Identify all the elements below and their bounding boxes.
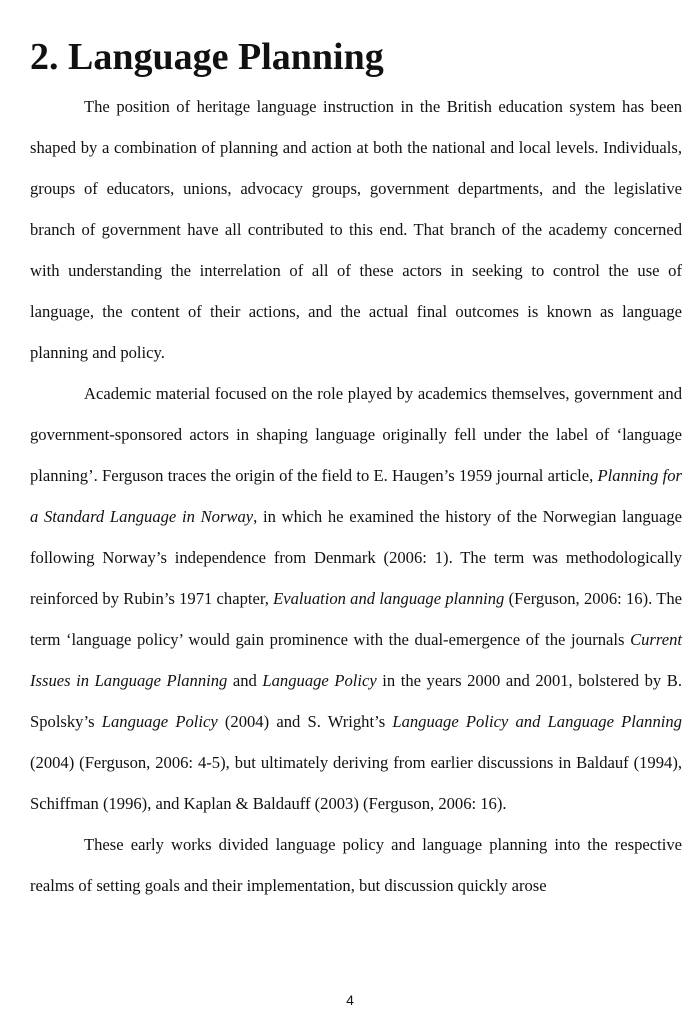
italic-title: Current Issues in Language Planning bbox=[30, 630, 682, 690]
paragraph bbox=[30, 373, 682, 824]
italic-title: Evaluation and language planning bbox=[273, 589, 505, 608]
text-segment: (2004) and S. Wright’s bbox=[217, 712, 393, 731]
text-segment: The position of heritage language instruction in the British education system has been shaped by a combination of planning and action at both the national and local levels. Individuals, groups of educators, unions, advocacy groups, government departments, and the legislative branch of government have all contributed to this end. That branch of the academy concerned with understanding the interrelation of all of these actors in seeking to control the use of language, the content of their actions, and the actual final outcomes is known as language planning and policy. bbox=[30, 97, 682, 362]
paragraph bbox=[30, 86, 682, 373]
italic-title: Language Policy and Language Planning bbox=[392, 712, 682, 731]
text-segment: (Ferguson, 2006: 16). The term ‘language policy’ would gain prominence with the dual-emergence of the journals bbox=[30, 589, 682, 649]
text-segment: (2004) (Ferguson, 2006: 4-5), but ultimately deriving from earlier discussions in Baldauf (1994), Schiffman (1996), and Kaplan & Baldauff (2003) (Ferguson, 2006: 16). bbox=[30, 753, 682, 813]
text-segment: , in which he examined the history of the Norwegian language following Norway’s independence from Denmark (2006: 1). The term was methodologically reinforced by Rubin’s 1971 chapter, bbox=[30, 507, 682, 608]
italic-title: Language Policy bbox=[262, 671, 377, 690]
text-segment: in the years 2000 and 2001, bolstered by B. Spolsky’s bbox=[30, 671, 682, 731]
body-text bbox=[30, 86, 682, 906]
text-segment: These early works divided language policy and language planning into the respective realms of setting goals and their implementation, but discussion quickly arose bbox=[30, 835, 682, 895]
paragraph bbox=[30, 824, 682, 906]
text-segment: and bbox=[227, 671, 263, 690]
section-heading: 2. Language Planning bbox=[30, 36, 384, 78]
italic-title: Language Policy bbox=[101, 712, 218, 731]
page-number: 4 bbox=[346, 992, 354, 1008]
italic-title: Planning for a Standard Language in Norway bbox=[30, 466, 682, 526]
text-segment: Academic material focused on the role played by academics themselves, government and government-sponsored actors in shaping language originally fell under the label of ‘language planning’. Ferguson traces the origin of the field to E. Haugen’s 1959 journal article, bbox=[30, 384, 682, 485]
